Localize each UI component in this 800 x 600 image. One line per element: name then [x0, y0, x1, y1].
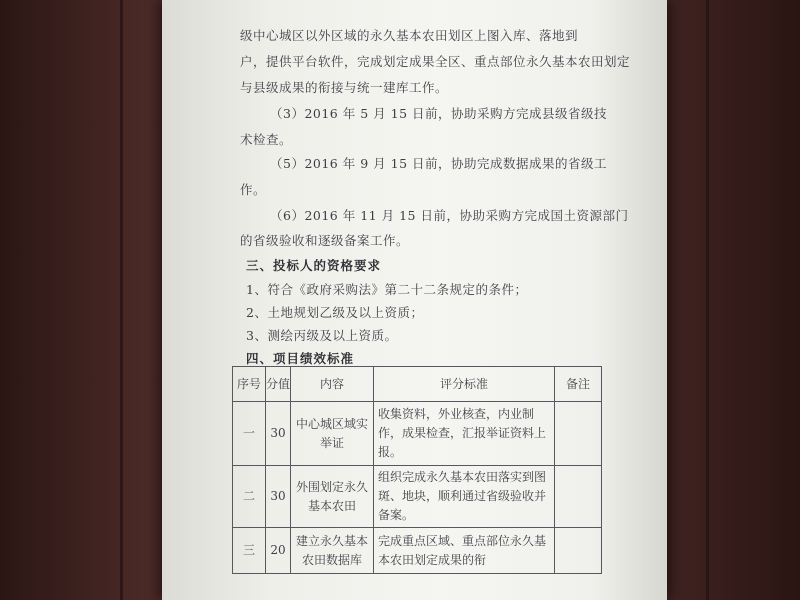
- row-note: [555, 528, 602, 574]
- row-criteria: 组织完成永久基本农田落实到图斑、地块，顺利通过省级验收并备案。: [374, 466, 555, 528]
- body-line: 户，提供平台软件，完成划定成果全区、重点部位永久基本农田划定: [240, 54, 631, 69]
- row-content: 外围划定永久基本农田: [291, 466, 374, 528]
- row-criteria: 完成重点区域、重点部位永久基本农田划定成果的衔: [374, 528, 555, 574]
- row-score: 20: [266, 528, 291, 574]
- table-row: [233, 528, 602, 574]
- row-number: 二: [233, 466, 266, 528]
- section-heading: 三、投标人的资格要求: [246, 258, 382, 273]
- row-content: 建立永久基本农田数据库: [291, 528, 374, 574]
- section-heading: 四、项目绩效标准: [246, 351, 355, 366]
- column-header: 序号: [233, 367, 266, 402]
- row-content: 中心城区域实举证: [291, 402, 374, 466]
- row-score: 30: [266, 466, 291, 528]
- table-row: [233, 402, 602, 466]
- body-line: 的省级验收和逐级备案工作。: [240, 233, 410, 248]
- performance-table: [232, 366, 602, 574]
- row-criteria: 收集资料，外业核查，内业制作，成果检查，汇报举证资料上报。: [374, 402, 555, 466]
- list-item: 3、测绘丙级及以上资质。: [246, 328, 398, 343]
- body-line: 与县级成果的衔接与统一建库工作。: [240, 80, 449, 95]
- table-header-row: [233, 367, 602, 402]
- body-line: 级中心城区以外区域的永久基本农田划区上图入库、落地到: [240, 28, 579, 43]
- desk-edge-line: [120, 0, 123, 600]
- row-number: 一: [233, 402, 266, 466]
- row-score: 30: [266, 402, 291, 466]
- row-note: [555, 402, 602, 466]
- body-line: （3）2016 年 5 月 15 日前，协助采购方完成县级省级技: [270, 106, 607, 121]
- body-line: （5）2016 年 9 月 15 日前，协助完成数据成果的省级工: [270, 156, 607, 171]
- body-line: 作。: [240, 182, 267, 197]
- table-row: [233, 466, 602, 528]
- column-header: 评分标准: [374, 367, 555, 402]
- desk-edge-line: [706, 0, 709, 600]
- row-number: 三: [233, 528, 266, 574]
- list-item: 2、土地规划乙级及以上资质；: [246, 305, 424, 320]
- body-line: （6）2016 年 11 月 15 日前，协助采购方完成国土资源部门: [270, 208, 629, 223]
- list-item: 1、符合《政府采购法》第二十二条规定的条件；: [246, 282, 528, 297]
- column-header: 备注: [555, 367, 602, 402]
- body-line: 术检查。: [240, 132, 293, 147]
- column-header: 分值: [266, 367, 291, 402]
- row-note: [555, 466, 602, 528]
- column-header: 内容: [291, 367, 374, 402]
